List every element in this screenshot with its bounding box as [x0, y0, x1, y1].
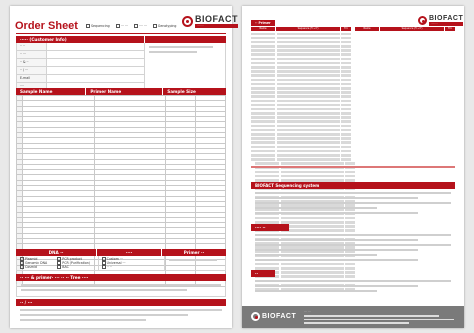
dna-option-pcr-purif[interactable]: PCR (Purification): [57, 261, 94, 265]
primer-row: [251, 70, 351, 74]
col-name-2: Name: [355, 27, 379, 31]
primer-name-cell: [251, 104, 275, 107]
primer-tm-cell: [341, 150, 351, 153]
option-sequencing[interactable]: Sequencing: [86, 24, 110, 28]
primer-tm-cell: [341, 95, 351, 98]
primer-seq-cell: [277, 91, 340, 94]
primer-row: [251, 141, 351, 145]
field-value-2[interactable]: [47, 51, 144, 58]
primer-tm-cell: [341, 58, 351, 61]
col-seq-1: Sequence (5'→3'): [276, 27, 340, 31]
primer-seq-cell: [277, 45, 340, 48]
sample-size-header: Sample Size: [162, 88, 226, 95]
primer-row: [251, 124, 351, 128]
primer-seq-cell: [277, 141, 340, 144]
primer-name-cell: [251, 79, 275, 82]
field-label-1: ·· ··: [17, 43, 47, 50]
primer-name-cell: [251, 87, 275, 90]
primer-row: [251, 153, 351, 157]
primer-seq-cell: [277, 79, 340, 82]
primer-seq-cell: [277, 58, 340, 61]
primer-seq-cell: [277, 41, 340, 44]
customer-info-notes: [144, 43, 225, 90]
footer-bar: ·· / ···: [16, 299, 226, 306]
col-seq-2: Sequence (5'→3'): [380, 27, 444, 31]
primer-tm-cell: [341, 100, 351, 103]
primer-seq-cell: [277, 95, 340, 98]
primer-row: [251, 32, 351, 36]
primer-seq-cell: [277, 112, 340, 115]
primer-tm-cell: [341, 125, 351, 128]
primer-tm-cell: [341, 41, 351, 44]
primer-seq-cell: [277, 87, 340, 90]
sample-name-header: Sample Name: [16, 88, 85, 95]
primer-tm-cell: [341, 91, 351, 94]
primer-tm-cell: [341, 104, 351, 107]
primer-tm-cell: [341, 49, 351, 52]
primer-tm-cell: [341, 79, 351, 82]
footer-logo: [251, 312, 296, 321]
primer-seq-cell: [277, 133, 340, 136]
primer-name-cell: [251, 141, 275, 144]
primer-tm-cell: [345, 175, 355, 178]
primer-tm-cell: [341, 146, 351, 149]
primer-tm-cell: [341, 108, 351, 111]
primer-seq-cell: [277, 104, 340, 107]
primer-seq-cell: [277, 125, 340, 128]
primer-row: [251, 145, 351, 149]
title-rule: [16, 33, 226, 34]
field-label-email: E-mail: [17, 75, 47, 82]
primer-name-cell: [251, 83, 275, 86]
primer-row: [251, 103, 351, 107]
logo-wordmark: BIOFACT: [195, 14, 238, 24]
contact-lines: [304, 315, 454, 324]
primer-row: [251, 49, 351, 53]
primer-seq-cell: [277, 137, 340, 140]
footer-logo-icon: [251, 312, 260, 321]
primer-tm-cell: [341, 141, 351, 144]
dna-option-bac[interactable]: BAC: [57, 265, 94, 269]
primer-seq-cell: [277, 70, 340, 73]
primer-seq-cell: [277, 100, 340, 103]
primer-name-cell: [251, 91, 275, 94]
primer-row: [251, 36, 351, 40]
top-stripe: [10, 6, 232, 10]
primer-name-cell: [251, 41, 275, 44]
primer-seq-cell: [277, 53, 340, 56]
primer-table-header: [251, 27, 455, 31]
primer-option-other[interactable]: ·· ··: [102, 265, 162, 269]
primer-row: [251, 137, 351, 141]
primer-row: [251, 74, 351, 78]
primer-tm-cell: [341, 37, 351, 40]
primer-seq-cell: [281, 175, 344, 178]
primer-tm-cell: [341, 53, 351, 56]
primer-name-cell: [251, 53, 275, 56]
customer-info-section: [16, 36, 226, 91]
section-2: [251, 224, 455, 268]
primer-tm-cell: [341, 62, 351, 65]
field-value-1[interactable]: [47, 43, 144, 50]
sequencing-system-section: [251, 182, 455, 220]
customer-info-header: ····· (Customer Info): [16, 36, 144, 43]
dna-option-pcr-product[interactable]: PCR product: [57, 257, 94, 261]
option-genotyping[interactable]: Genotyping: [153, 24, 177, 28]
primer-row: [251, 95, 351, 99]
primer-row: [255, 174, 355, 178]
primer-name-cell: [251, 33, 275, 36]
dna-option-genomic[interactable]: Genomic DNA: [20, 261, 57, 265]
primer-name-cell: [251, 158, 275, 161]
primer-tm-cell: [341, 120, 351, 123]
primer-seq-cell: [277, 158, 340, 161]
primer-name-cell: [255, 175, 279, 178]
primer-tm-cell: [345, 162, 355, 165]
field-label-2: ·· ···: [17, 51, 47, 58]
primer-tm-cell: [341, 137, 351, 140]
contact-title: ··· ···: [304, 309, 311, 313]
primer-name-cell: [251, 58, 275, 61]
primer-row: [251, 107, 351, 111]
primer-name-cell: [251, 45, 275, 48]
primer-name-cell: [251, 100, 275, 103]
notice-bar: ·· ··· & primer· ··· ·· ·· Tree ····: [16, 274, 226, 281]
primer-tm-cell: [341, 158, 351, 161]
primer-option-universal[interactable]: Universal ···: [102, 261, 162, 265]
col-name-1: Name: [251, 27, 275, 31]
primer-name-header: Primer Name: [85, 88, 162, 95]
primer-row: [251, 82, 351, 86]
section-3-title: ··: [251, 270, 275, 277]
primer-note-header: Primer ··: [161, 249, 226, 256]
primer-info-page: [242, 6, 464, 328]
footer-logo-wordmark: BIOFACT: [262, 312, 297, 320]
biofact-logo: [182, 15, 238, 28]
primer-tm-cell: [345, 171, 355, 174]
field-label-6: ····: [17, 83, 47, 90]
primer-name-cell: [251, 74, 275, 77]
primer-seq-cell: [277, 108, 340, 111]
primer-name-cell: [251, 146, 275, 149]
primer-seq-cell: [277, 116, 340, 119]
primer-note-line: [251, 166, 455, 168]
primer-seq-cell: [277, 150, 340, 153]
primer-tm-cell: [341, 154, 351, 157]
primer-name-cell: [251, 120, 275, 123]
primer-row: [251, 53, 351, 57]
primer-seq-cell: [277, 37, 340, 40]
col-tm-2: Tm: [445, 27, 455, 31]
page-title: Order Sheet: [15, 20, 78, 32]
primer-seq-cell: [277, 129, 340, 132]
primer-row: [251, 149, 351, 153]
primer-tm-cell: [341, 133, 351, 136]
dna-primer-section: [16, 249, 226, 271]
primer-row: [251, 99, 351, 103]
field-label-3: ·· & ··: [17, 59, 47, 66]
logo-tagline-right: ········: [429, 22, 463, 26]
field-value-email[interactable]: [47, 75, 144, 82]
contact-footer: [242, 306, 464, 328]
primer-tm-cell: [341, 129, 351, 132]
primer-seq-cell: [277, 49, 340, 52]
primer-seq-cell: [281, 162, 344, 165]
field-label-4: ·· / ···: [17, 67, 47, 74]
primer-row: [251, 57, 351, 61]
primer-name-cell: [251, 95, 275, 98]
primer-seq-cell: [277, 83, 340, 86]
primer-name-cell: [251, 112, 275, 115]
primer-row: [255, 170, 355, 174]
primer-row: [251, 158, 351, 162]
biofact-logo-icon-right: [418, 16, 427, 25]
primer-name-cell: [255, 162, 279, 165]
primer-tm-cell: [341, 45, 351, 48]
primer-tm-cell: [341, 70, 351, 73]
dna-option-plasmid[interactable]: Plasmid: [20, 257, 57, 261]
primer-row: [251, 45, 351, 49]
col-tm-1: Tm: [341, 27, 351, 31]
option-2[interactable]: ··· ···: [116, 24, 128, 28]
primer-tm-cell: [341, 87, 351, 90]
primer-row: [251, 86, 351, 90]
section-2-title: ···· ··: [251, 224, 289, 231]
primer-seq-cell: [281, 171, 344, 174]
primer-seq-cell: [277, 66, 340, 69]
primer-tm-cell: [341, 66, 351, 69]
primer-name-cell: [251, 62, 275, 65]
primer-seq-cell: [277, 154, 340, 157]
primer-row: [251, 91, 351, 95]
primer-option-custom[interactable]: Custom ···: [102, 257, 162, 261]
primer-tm-cell: [341, 112, 351, 115]
primer-name-cell: [251, 154, 275, 157]
primer-header-tag: ·· Primer: [251, 20, 275, 26]
logo-tagline: ········: [195, 24, 238, 28]
primer-row: [251, 116, 351, 120]
primer-name-cell: [251, 70, 275, 73]
primer-name-cell: [251, 150, 275, 153]
primer-name-cell: [251, 49, 275, 52]
section-3: [251, 270, 455, 298]
primer-seq-cell: [277, 146, 340, 149]
primer-row: [251, 128, 351, 132]
field-value-3[interactable]: [47, 59, 144, 66]
primer-name-cell: [251, 133, 275, 136]
primer-name-cell: [251, 129, 275, 132]
primer-seq-cell: [277, 74, 340, 77]
dna-type-header: DNA ··: [16, 249, 96, 256]
field-value-4[interactable]: [47, 67, 144, 74]
primer-name-cell: [251, 116, 275, 119]
footer-section: [16, 299, 226, 327]
primer-tm-cell: [341, 33, 351, 36]
primer-name-cell: [251, 137, 275, 140]
primer-row: [251, 61, 351, 65]
primer-type-header: ····: [96, 249, 161, 256]
primer-seq-cell: [277, 62, 340, 65]
option-3[interactable]: ···· ···: [134, 24, 147, 28]
primer-name-cell: [255, 171, 279, 174]
primer-name-cell: [251, 66, 275, 69]
primer-row: [255, 162, 355, 166]
dna-option-cosmid[interactable]: Cosmid: [20, 265, 57, 269]
primer-row: [251, 78, 351, 82]
order-sheet-page: [10, 6, 238, 328]
primer-row: [251, 66, 351, 70]
notice-section: [16, 274, 226, 297]
primer-seq-cell: [277, 120, 340, 123]
primer-row: [251, 120, 351, 124]
biofact-logo-icon: [182, 16, 193, 27]
section-sequencing-system: BIOFACT Sequencing system: [251, 182, 455, 189]
primer-tm-cell: [341, 116, 351, 119]
primer-name-cell: [251, 108, 275, 111]
primer-note-area: [164, 256, 225, 270]
primer-row: [251, 133, 351, 137]
service-options: [86, 24, 176, 28]
primer-name-cell: [251, 37, 275, 40]
customer-info-header-right: [144, 36, 226, 43]
primer-tm-cell: [341, 83, 351, 86]
biofact-logo-right: [418, 15, 463, 26]
primer-column-1: [251, 32, 351, 162]
primer-row: [251, 40, 351, 44]
primer-row: [251, 112, 351, 116]
logo-wordmark-right: BIOFACT: [429, 15, 464, 22]
primer-seq-cell: [277, 33, 340, 36]
primer-tm-cell: [341, 74, 351, 77]
primer-name-cell: [251, 125, 275, 128]
